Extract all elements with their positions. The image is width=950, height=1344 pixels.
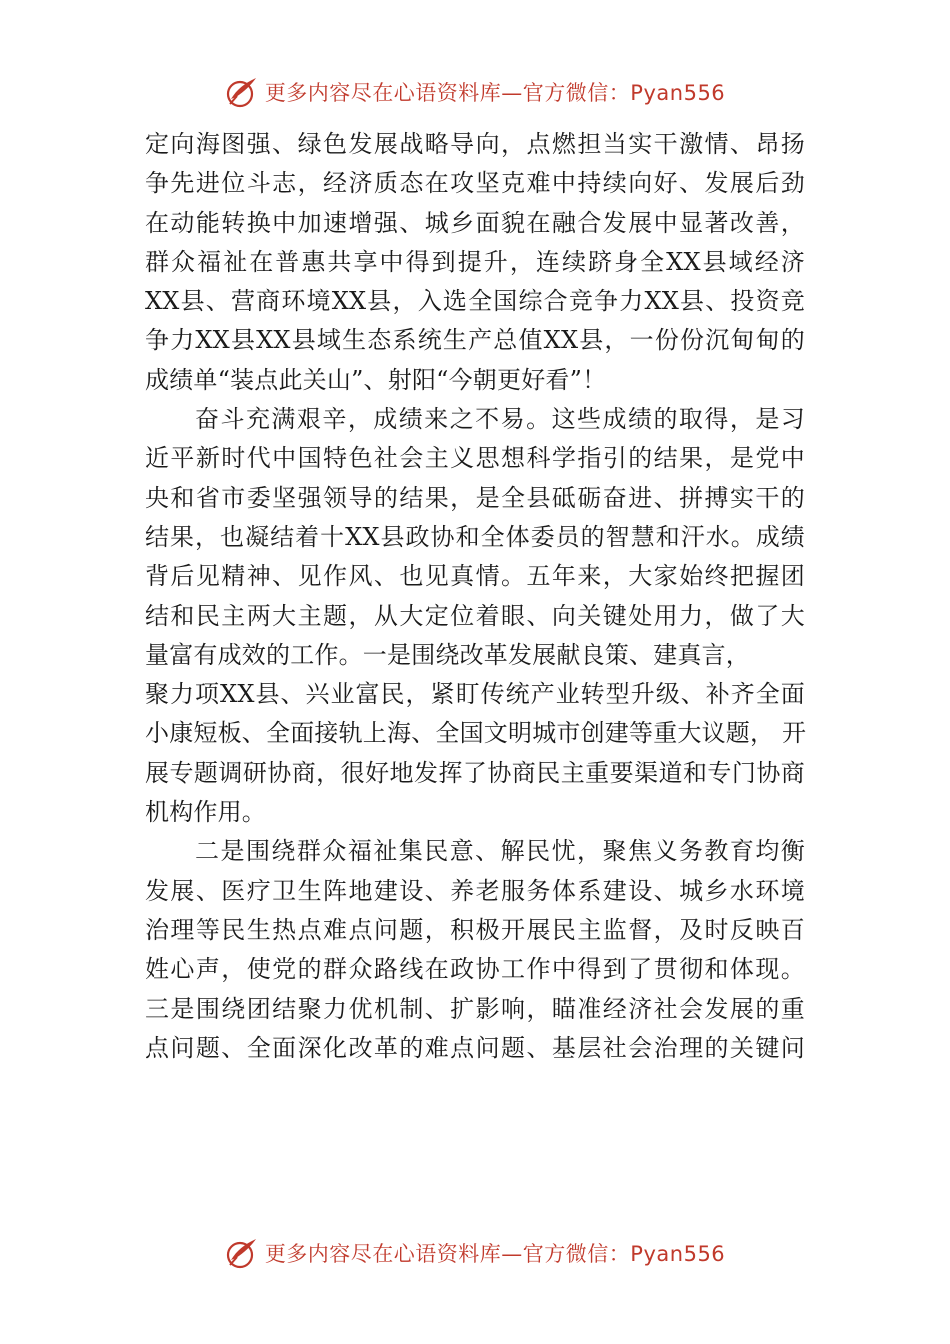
body-line: 发展、医疗卫生阵地建设、养老服务体系建设、城乡水环境 — [145, 876, 805, 905]
body-line: XX县、营商环境XX县，入选全国综合竞争力XX县、投资竞 — [145, 287, 805, 316]
body-line: 近平新时代中国特色社会主义思想科学指引的结果，是党中 — [145, 444, 805, 473]
paragraph-start-line: 奋斗充满艰辛，成绩来之不易。这些成绩的取得，是习 — [195, 405, 805, 434]
footer-banner-text: 更多内容尽在心语资料库—官方微信：Pyan556 — [264, 1242, 726, 1266]
body-line: 展专题调研协商，很好地发挥了协商民主重要渠道和专门协商 — [145, 758, 805, 787]
body-line: 争先进位斗志，经济质态在攻坚克难中持续向好、发展后劲 — [145, 169, 805, 198]
header-banner-text: 更多内容尽在心语资料库—官方微信：Pyan556 — [264, 81, 726, 105]
body-line: 小康短板、全面接轨上海、全国文明城市创建等重大议题， 开 — [145, 719, 807, 748]
body-line: 在动能转换中加速增强、城乡面貌在融合发展中显著改善， — [145, 208, 805, 237]
header-banner — [0, 70, 950, 114]
body-line: 点问题、全面深化改革的难点问题、基层社会治理的关键问 — [145, 1033, 805, 1062]
body-line: 群众福祉在普惠共享中得到提升，连续跻身全XX县域经济 — [145, 247, 805, 276]
quill-pen-logo-icon — [225, 75, 259, 109]
body-line: 成绩单“装点此关山”、射阳“今朝更好看”！ — [145, 365, 607, 394]
body-line: 背后见精神、见作风、也见真情。五年来，大家始终把握团 — [145, 562, 805, 591]
document-body — [145, 125, 805, 1068]
body-line: 结果，也凝结着十XX县政协和全体委员的智慧和汗水。成绩 — [145, 522, 805, 551]
body-line: 姓心声，使党的群众路线在政协工作中得到了贯彻和体现。 — [145, 955, 805, 984]
paragraph-start-line: 二是围绕群众福祉集民意、解民忧，聚焦义务教育均衡 — [195, 837, 805, 866]
quill-pen-logo-icon — [225, 1236, 259, 1270]
body-line: 结和民主两大主题，从大定位着眼、向关键处用力，做了大 — [145, 601, 805, 630]
body-line: 争力XX县XX县域生态系统生产总值XX县，一份份沉甸甸的 — [145, 326, 805, 355]
footer-banner — [0, 1231, 950, 1275]
body-line: 三是围绕团结聚力优机制、扩影响，瞄准经济社会发展的重 — [145, 994, 805, 1023]
body-line: 量富有成效的工作。一是围绕改革发展献良策、建真言， — [145, 640, 750, 669]
body-line: 定向海图强、绿色发展战略导向，点燃担当实干激情、昂扬 — [145, 130, 805, 158]
body-line: 央和省市委坚强领导的结果，是全县砥砺奋进、拼搏实干的 — [145, 483, 805, 512]
body-line: 机构作用。 — [145, 798, 266, 827]
body-line: 聚力项XX县、兴业富民，紧盯传统产业转型升级、补齐全面 — [145, 680, 805, 709]
body-line: 治理等民生热点难点问题，积极开展民主监督，及时反映百 — [145, 915, 805, 944]
